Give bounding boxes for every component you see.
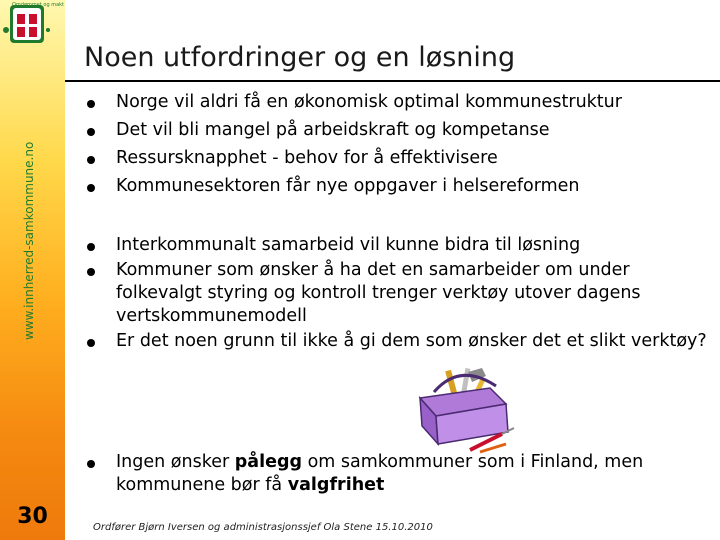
list-item-text: Ressursknapphet - behov for å effektivisere (116, 148, 498, 168)
bullet-icon (87, 243, 95, 251)
website-url[interactable]: www.innherred-samkommune.no (22, 141, 36, 340)
footer-credits: Ordfører Bjørn Iversen og administrasjonssjef Ola Stene 15.10.2010 (93, 522, 433, 533)
list-item-text: Interkommunalt samarbeid vil kunne bidra til løsning (116, 235, 581, 255)
list-item (84, 234, 714, 257)
list-item (84, 330, 714, 353)
bullet-icon (87, 268, 95, 276)
title-divider (65, 80, 720, 82)
logo-caption: Omdømmet og makt (12, 2, 65, 8)
sidebar (0, 0, 65, 540)
challenges-list (84, 91, 714, 203)
bullet-icon (87, 184, 95, 192)
list-item (84, 147, 714, 170)
bullet-icon (87, 128, 95, 136)
bullet-icon (87, 339, 95, 347)
list-item-text-part: om samkommuner som i Finland, men kommunene bør få (116, 452, 644, 495)
list-item (84, 451, 714, 497)
emphasis-text: pålegg (234, 452, 302, 472)
bullet-icon (87, 156, 95, 164)
bullet-icon (87, 100, 95, 108)
list-item-text: Norge vil aldri få en økonomisk optimal kommunestruktur (116, 92, 622, 112)
list-item-text-part: Ingen ønsker (116, 452, 235, 472)
list-item (84, 119, 714, 142)
slide-number: 30 (17, 504, 48, 529)
toolbox-icon (410, 364, 518, 454)
list-item-text: Kommuner som ønsker å ha det en samarbeider om under folkevalgt styring og kontroll trenger verktøy utover dagens vertskommunemodell (116, 260, 641, 326)
list-item (84, 91, 714, 114)
conclusion-list (84, 451, 714, 497)
list-item-text: Er det noen grunn til ikke å gi dem som ønsker det et slikt verktøy? (116, 331, 707, 351)
bullet-icon (87, 460, 95, 468)
list-item-text: Kommunesektoren får nye oppgaver i helsereformen (116, 176, 580, 196)
list-item (84, 175, 714, 198)
emphasis-text: valgfrihet (287, 475, 385, 495)
list-item-text: Det vil bli mangel på arbeidskraft og kompetanse (116, 120, 550, 140)
solution-list (84, 234, 714, 355)
slide-title: Noen utfordringer og en løsning (84, 42, 516, 73)
list-item (84, 259, 714, 328)
